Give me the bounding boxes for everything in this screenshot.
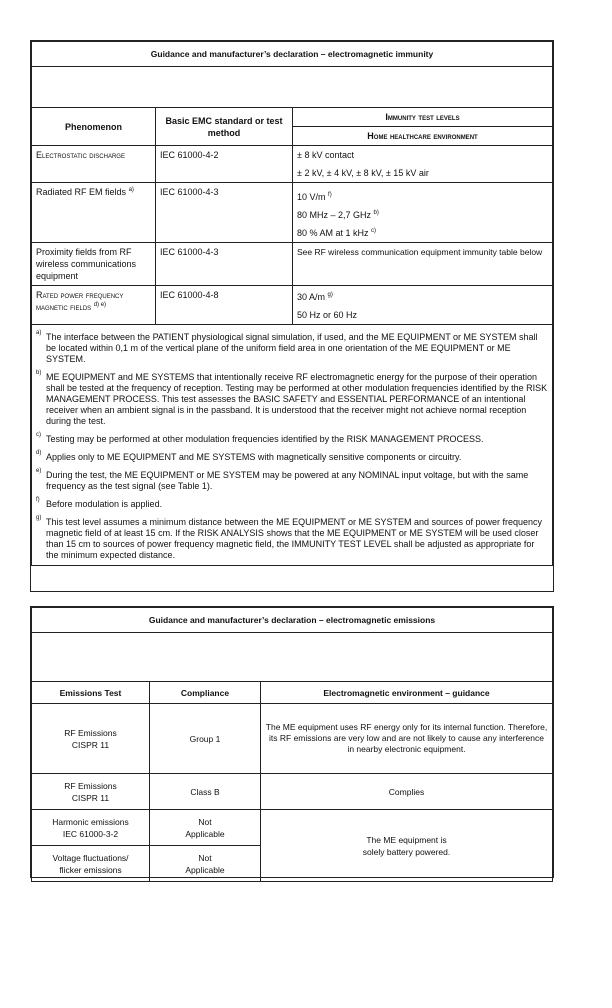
header-basic-standard: Basic EMC standard or test method [156,108,293,146]
test-name: RF Emissions [64,780,117,791]
footnote [36,449,548,463]
level-cell: See RF wireless communication equipment immunity table below [293,243,553,286]
footnote-mark: c) [36,432,41,438]
guidance-line: solely battery powered. [362,846,451,857]
footnote-mark: d) [36,450,42,456]
level-cell [293,286,553,325]
immunity-title: Guidance and manufacturer’s declaration – electromagnetic immunity [32,42,553,67]
footnote-text: During the test, the ME EQUIPMENT or ME SYSTEM may be powered at any NOMINAL input voltage, but with the same frequency as the test signal (see Table 1). [46,470,529,491]
header-test-levels: Immunity test levels [293,108,553,127]
footnote-mark: e) [36,468,42,474]
level-line: ± 2 kV, ± 4 kV, ± 8 kV, ± 15 kV air [297,168,429,178]
test-cell [32,774,150,810]
standard-cell: IEC 61000-4-3 [156,183,293,243]
table-row [32,704,553,774]
level-text: 10 V/m [297,192,326,202]
footnote-text: This test level assumes a minimum distance between the ME EQUIPMENT or ME SYSTEM and sources of power frequency magnetic field of at least 15 cm. If the RISK ANALYSIS shows that the ME EQUIPMENT or ME SYSTEM will be used closer than 15 cm to sources of power frequency magnetic field, the IMMUNITY TEST LEVEL shall be adjusted as appropriate for the minimum expected distance. [46,517,543,560]
level-text: 80 % AM at 1 kHz [297,228,369,238]
test-cell [32,846,150,882]
compliance-cell [150,846,261,882]
test-cell [32,810,150,846]
footnote-mark: a) [36,330,42,336]
level-line [297,227,548,239]
header-home-healthcare: Home healthcare environment [293,127,553,146]
footnote [36,496,548,510]
level-text: 80 MHz – 2,7 GHz [297,210,372,220]
footnote-mark: f) [36,497,40,503]
test-name: Voltage fluctuations/ [52,852,129,863]
level-text: 30 A/m [297,292,326,302]
test-cell [32,704,150,774]
standard-cell: IEC 61000-4-8 [156,286,293,325]
footnote [36,329,548,365]
guidance-cell: Complies [261,774,553,810]
compliance-line: Applicable [185,864,225,875]
standard-cell: IEC 61000-4-2 [156,146,293,183]
compliance-cell [150,810,261,846]
phenomenon-cell [32,183,156,243]
guidance-line: The ME equipment is [366,834,447,845]
phenomenon-cell: Proximity fields from RF wireless communications equipment [32,243,156,286]
footnote-ref: f) [328,192,332,198]
table-row [32,774,553,810]
footnote-ref: d) e) [93,302,107,308]
guidance-cell [261,810,553,882]
level-line [297,209,548,221]
footnote-ref: a) [128,187,134,193]
compliance-line: Not [198,816,212,827]
level-line: ± 8 kV contact [297,150,354,160]
footnote-text: Applies only to ME EQUIPMENT and ME SYSTEMS with magnetically sensitive components or circuitry. [46,452,462,462]
compliance-cell: Group 1 [150,704,261,774]
level-line [297,291,548,303]
footnotes [32,325,553,566]
emissions-title: Guidance and manufacturer’s declaration – electromagnetic emissions [32,608,553,633]
compliance-cell: Class B [150,774,261,810]
footnote-text: ME EQUIPMENT and ME SYSTEMS that intentionally receive RF electromagnetic energy for the purpose of their operation shall be tested at the frequency of reception. Testing may be performed at other modulation frequencies identified by the RISK MANAGEMENT PROCESS. This test assesses the BASIC SAFETY and ESSENTIAL PERFORMANCE of an intentional receiver when an ambient signal is in the passband. It is understood that the receiver might not achieve normal reception during the test. [46,372,548,426]
table-row [32,183,553,243]
level-cell [293,146,553,183]
test-name: Harmonic emissions [52,816,129,827]
header-compliance: Compliance [150,682,261,704]
footnote [36,514,548,561]
test-standard: CISPR 11 [71,739,110,750]
header-phenomenon: Phenomenon [32,108,156,146]
compliance-line: Not [198,852,212,863]
table-row [32,286,553,325]
phenomenon-cell: Electrostatic discharge [32,146,156,183]
emissions-table [30,606,554,878]
blank-row [32,633,553,682]
test-standard: flicker emissions [59,864,122,875]
immunity-table [30,40,554,592]
footnote [36,467,548,492]
phenomenon-text: Rated power frequency magnetic fields [36,290,124,312]
footnote-text: The interface between the PATIENT physiological signal simulation, if used, and the ME EQUIPMENT or ME SYSTEM shall be located within 0,1 m of the vertical plane of the uniform field area in one orientation of the ME EQUIPMENT or ME SYSTEM. [46,332,538,364]
table-row [32,243,553,286]
phenomenon-text: Radiated RF EM fields [36,187,127,197]
level-line: 50 Hz or 60 Hz [297,310,358,320]
footnote-text: Testing may be performed at other modulation frequencies identified by the RISK MANAGEMENT PROCESS. [46,434,484,444]
footnote [36,369,548,427]
test-name: RF Emissions [64,727,117,738]
header-emissions-test: Emissions Test [32,682,150,704]
footnote-mark: b) [36,370,42,376]
phenomenon-cell [32,286,156,325]
level-cell [293,183,553,243]
footnote-ref: c) [371,228,377,234]
guidance-cell: The ME equipment uses RF energy only for its internal function. Therefore, its RF emissions are very low and are not likely to cause any interference in nearby electronic equipment. [261,704,553,774]
header-guidance: Electromagnetic environment – guidance [261,682,553,704]
footnote-ref: b) [373,210,379,216]
compliance-line: Applicable [185,828,225,839]
standard-cell: IEC 61000-4-3 [156,243,293,286]
table-row [32,146,553,183]
blank-row [32,67,553,108]
test-standard: IEC 61000-3-2 [62,828,119,839]
footnote-mark: g) [36,515,42,521]
footnote-ref: g) [327,292,333,298]
table-row [32,810,553,846]
footnote-text: Before modulation is applied. [46,499,163,509]
test-standard: CISPR 11 [71,792,110,803]
level-line [297,191,548,203]
footnote [36,431,548,445]
